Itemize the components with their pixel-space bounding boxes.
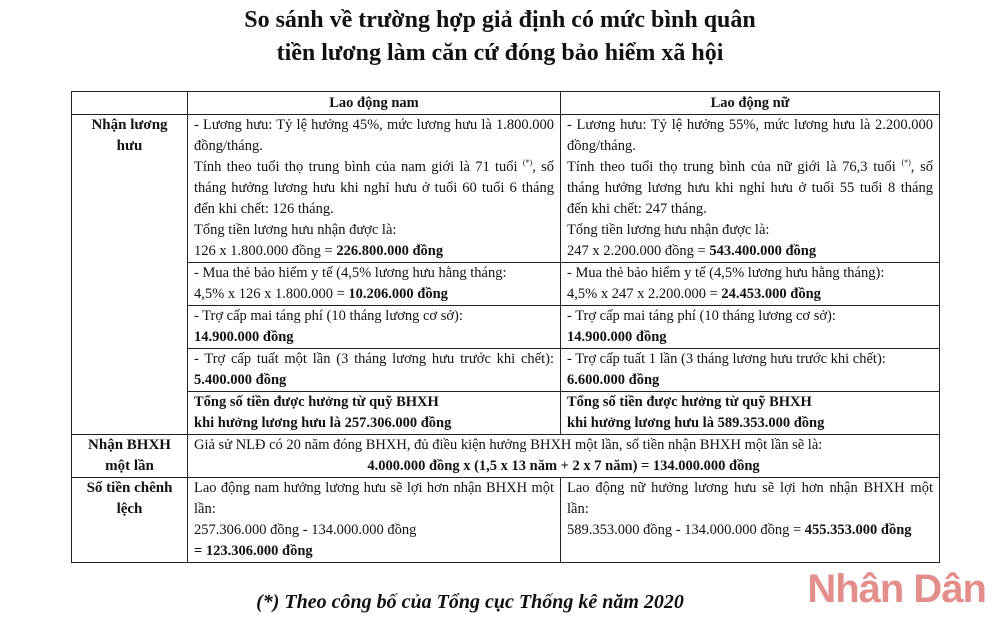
female-pension-months xyxy=(567,157,933,220)
male-diff-text: Lao động nam hưởng lương hưu sẽ lợi hơn nhận BHXH một lần: xyxy=(194,480,554,517)
female-survivor-cell xyxy=(561,349,940,392)
male-pension-months xyxy=(194,157,554,220)
header-empty xyxy=(72,92,188,115)
lump-line-1: Giả sử NLĐ có 20 năm đóng BHXH, đủ điều kiện hưởng BHXH một lần, số tiền nhận BHXH một lần sẽ là: xyxy=(194,437,823,453)
female-funeral-total: 14.900.000 đồng xyxy=(567,329,667,345)
male-insurance-calc xyxy=(194,284,554,305)
male-survivor-total: 5.400.000 đồng xyxy=(194,372,287,388)
male-pension-total: 226.800.000 đồng xyxy=(336,243,444,259)
diff-row-label: Số tiền chênh lệch xyxy=(72,478,188,563)
female-survivor-total: 6.600.000 đồng xyxy=(567,372,660,388)
title-line-2: tiền lương làm căn cứ đóng bảo hiểm xã hội xyxy=(276,40,724,66)
female-insurance-cell xyxy=(561,263,940,306)
male-months-text: , số tháng hưởng lương hưu khi nghỉ hưu ở tuổi 60 tuổi 6 tháng đến khi chết: 126 tháng. xyxy=(194,159,555,217)
male-diff-total: = 123.306.000 đồng xyxy=(194,543,313,559)
female-pension-calc xyxy=(567,241,933,262)
title-line-1: So sánh về trường hợp giả định có mức bình quân xyxy=(244,7,756,33)
male-insurance-formula: 4,5% x 126 x 1.800.000 = xyxy=(194,286,349,302)
male-diff-cell xyxy=(188,478,561,563)
male-sum-cell xyxy=(188,392,561,435)
male-pension-cell xyxy=(188,115,561,263)
male-insurance-text: - Mua thẻ bảo hiểm y tế (4,5% lương hưu hằng tháng: xyxy=(194,265,507,281)
male-footnote-mark: (*) xyxy=(522,158,533,168)
female-insurance-calc xyxy=(567,284,933,305)
comparison-table xyxy=(71,91,940,563)
female-insurance-formula: 4,5% x 247 x 2.200.000 = xyxy=(567,286,722,302)
male-life-expectancy: Tính theo tuổi thọ trung bình của nam giới là 71 tuổi xyxy=(194,159,518,175)
female-sum-line-2: khi hưởng lương hưu là 589.353.000 đồng xyxy=(567,415,825,431)
male-pension-formula: 126 x 1.800.000 đồng = xyxy=(194,243,337,259)
male-pension-rate: - Lương hưu: Tỷ lệ hưởng 45%, mức lương hưu là 1.800.000 đồng/tháng. xyxy=(194,117,554,154)
insurance-row xyxy=(72,263,940,306)
female-pension-cell xyxy=(561,115,940,263)
male-funeral-cell xyxy=(188,306,561,349)
footnote: (*) Theo công bố của Tổng cục Thống kê năm 2020 xyxy=(256,591,684,613)
male-insurance-cell xyxy=(188,263,561,306)
watermark-logo: Nhân Dân xyxy=(807,567,986,611)
pension-row-label: Nhận lương hưu xyxy=(72,115,188,435)
lump-line-2: 4.000.000 đồng x (1,5 x 13 năm + 2 x 7 năm) = 134.000.000 đồng xyxy=(367,458,760,474)
lump-row-label: Nhận BHXH một lần xyxy=(72,435,188,478)
male-survivor-cell xyxy=(188,349,561,392)
female-diff-formula: 589.353.000 đồng - 134.000.000 đồng = xyxy=(567,522,805,538)
female-funeral-cell xyxy=(561,306,940,349)
diff-row xyxy=(72,478,940,563)
female-pension-formula: 247 x 2.200.000 đồng = xyxy=(567,243,710,259)
male-pension-total-label: Tổng tiền lương hưu nhận được là: xyxy=(194,222,397,238)
male-sum-line-2: khi hưởng lương hưu là 257.306.000 đồng xyxy=(194,415,452,431)
female-insurance-total: 24.453.000 đồng xyxy=(721,286,821,302)
lump-row xyxy=(72,435,940,478)
female-pension-total: 543.400.000 đồng xyxy=(709,243,817,259)
male-diff-calc: 257.306.000 đồng - 134.000.000 đồng xyxy=(194,522,417,538)
female-sum-line-1: Tổng số tiền được hưởng từ quỹ BHXH xyxy=(567,394,812,410)
male-funeral-total: 14.900.000 đồng xyxy=(194,329,294,345)
sum-row xyxy=(72,392,940,435)
lump-cell xyxy=(188,435,940,478)
male-sum-line-1: Tổng số tiền được hưởng từ quỹ BHXH xyxy=(194,394,439,410)
header-male: Lao động nam xyxy=(188,92,561,115)
female-pension-total-label: Tổng tiền lương hưu nhận được là: xyxy=(567,222,770,238)
header-female: Lao động nữ xyxy=(561,92,940,115)
male-pension-calc xyxy=(194,241,554,262)
female-life-expectancy: Tính theo tuổi thọ trung bình của nữ giới là 76,3 tuổi xyxy=(567,159,896,175)
male-insurance-total: 10.206.000 đồng xyxy=(348,286,448,302)
female-survivor-text: - Trợ cấp tuất 1 lần (3 tháng lương hưu trước khi chết): xyxy=(567,351,886,367)
female-diff-cell xyxy=(561,478,940,563)
female-sum-cell xyxy=(561,392,940,435)
female-diff-text: Lao động nữ hưởng lương hưu sẽ lợi hơn nhận BHXH một lần: xyxy=(567,480,933,517)
header-row xyxy=(72,92,940,115)
female-months-text: , số tháng hưởng lương hưu khi nghỉ hưu ở tuổi 55 tuổi 8 tháng đến khi chết: 247 tháng. xyxy=(567,159,933,217)
male-funeral-text: - Trợ cấp mai táng phí (10 tháng lương cơ sở): xyxy=(194,308,463,324)
female-pension-rate: - Lương hưu: Tỷ lệ hưởng 55%, mức lương hưu là 2.200.000 đồng/tháng. xyxy=(567,117,933,154)
female-diff-calc xyxy=(567,520,933,541)
pension-row-main xyxy=(72,115,940,263)
page-title xyxy=(0,4,1000,70)
survivor-row xyxy=(72,349,940,392)
funeral-row xyxy=(72,306,940,349)
female-footnote-mark: (*) xyxy=(901,158,911,168)
female-insurance-text: - Mua thẻ bảo hiểm y tế (4,5% lương hưu hằng tháng): xyxy=(567,265,885,281)
female-funeral-text: - Trợ cấp mai táng phí (10 tháng lương cơ sở): xyxy=(567,308,836,324)
female-diff-total: 455.353.000 đồng xyxy=(804,522,912,538)
male-survivor-text: - Trợ cấp tuất một lần (3 tháng lương hưu trước khi chết): xyxy=(194,351,554,367)
